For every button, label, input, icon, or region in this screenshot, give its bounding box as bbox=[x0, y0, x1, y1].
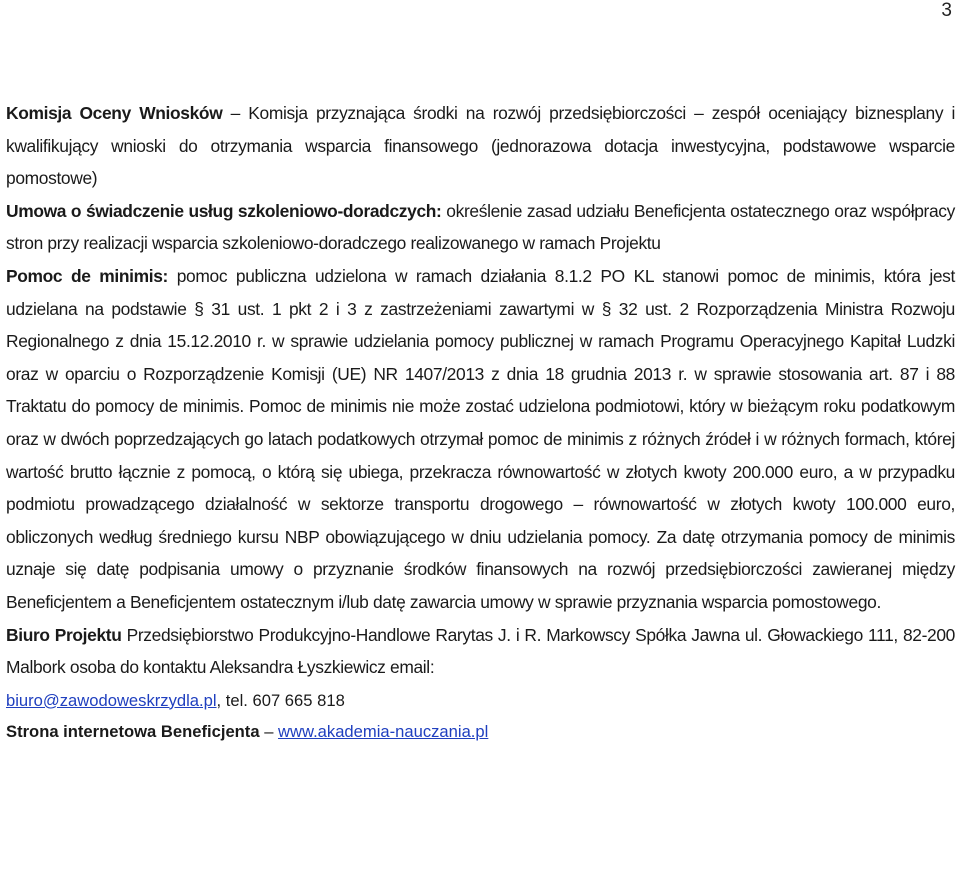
phone-text: , tel. 607 665 818 bbox=[216, 690, 345, 710]
email-link[interactable]: biuro@zawodoweskrzydla.pl bbox=[6, 690, 217, 710]
definition-pomoc-text-3: 32 ust. 2 Rozporządzenia Ministra Rozwoju Regionalnego z dnia 15.12.2010 r. w sprawie udzielania pomocy publicznej w ramach Programu Operacyjnego Kapitał Ludzki oraz w oparciu o Rozporządzenie Komisji (UE) NR 1407/2013 z dnia 18 grudnia 2013 r. w sprawie stosowania art. 87 i 88 Traktatu do pomocy de minimis. Pomoc de minimis nie może zostać udzielona podmiotowi, który w bieżącym roku podatkowym oraz w dwóch poprzedzających go latach podatkowych otrzymał pomoc de minimis z różnych źródeł i w różnych formach, której wartość brutto łącznie z pomocą, o którą się ubiega, przekracza równowartość w złotych kwoty 200.000 euro, a w przypadku podmiotu prowadzącego działalność w sektorze transportu drogowego – równowartość w złotych kwoty 100.000 euro, obliczonych według średniego kursu NBP obowiązującego w dniu udzielania pomocy. Za datę otrzymania pomocy de minimis uznaje się datę podpisania umowy o przyznanie środków finansowych na rozwój przedsiębiorczości zawieranej między Beneficjentem a Beneficjentem ostatecznym i/lub datę zawarcia umowy w sprawie przyznania wsparcia pomostowego. bbox=[6, 298, 955, 612]
contact-line bbox=[6, 691, 345, 710]
definition-strona bbox=[6, 716, 955, 747]
definition-biuro-text: Przedsiębiorstwo Produkcyjno-Handlowe Rarytas J. i R. Markowscy Spółka Jawna ul. Głowackiego 111, 82-200 Malbork osoba do kontaktu Aleksandra Łyszkiewicz email: bbox=[6, 624, 955, 678]
page-number: 3 bbox=[941, 0, 952, 21]
definition-komisja-text: – Komisja przyznająca środki na rozwój przedsiębiorczości – zespół oceniający biznesplany i kwalifikujący wnioski do otrzymania wsparcia finansowego (jednorazowa dotacja inwestycyjna, podstawowe wsparcie pomostowe) bbox=[6, 103, 955, 189]
definition-pomoc-text-1: pomoc publiczna udzielona w ramach działania 8.1.2 PO KL stanowi pomoc de minimis, która jest udzielana na podstawie bbox=[6, 265, 956, 319]
definition-umowa-text: określenie zasad udziału Beneficjenta ostatecznego oraz współpracy stron przy realizacji wsparcia szkoleniowo-doradczego realizowanego w ramach Projektu bbox=[6, 200, 955, 254]
definition-biuro bbox=[6, 619, 955, 717]
term-pomoc: Pomoc de minimis: bbox=[6, 265, 168, 286]
definition-pomoc-text-2: 31 ust. 1 pkt 2 i 3 z zastrzeżeniami zawartymi w bbox=[203, 298, 602, 319]
section-sign-icon: § bbox=[601, 298, 612, 319]
definition-umowa bbox=[6, 195, 955, 260]
term-strona: Strona internetowa Beneficjenta bbox=[6, 722, 260, 742]
dash-separator: – bbox=[259, 722, 279, 742]
definition-pomoc bbox=[6, 260, 955, 619]
term-umowa: Umowa o świadczenie usług szkoleniowo-doradczych: bbox=[6, 200, 442, 221]
document-body bbox=[6, 97, 955, 747]
website-link[interactable]: www.akademia-nauczania.pl bbox=[278, 722, 489, 742]
section-sign-icon: § bbox=[194, 298, 204, 319]
definition-komisja bbox=[6, 97, 955, 195]
term-komisja: Komisja Oceny Wniosków bbox=[6, 103, 223, 123]
term-biuro: Biuro Projektu bbox=[6, 624, 122, 645]
